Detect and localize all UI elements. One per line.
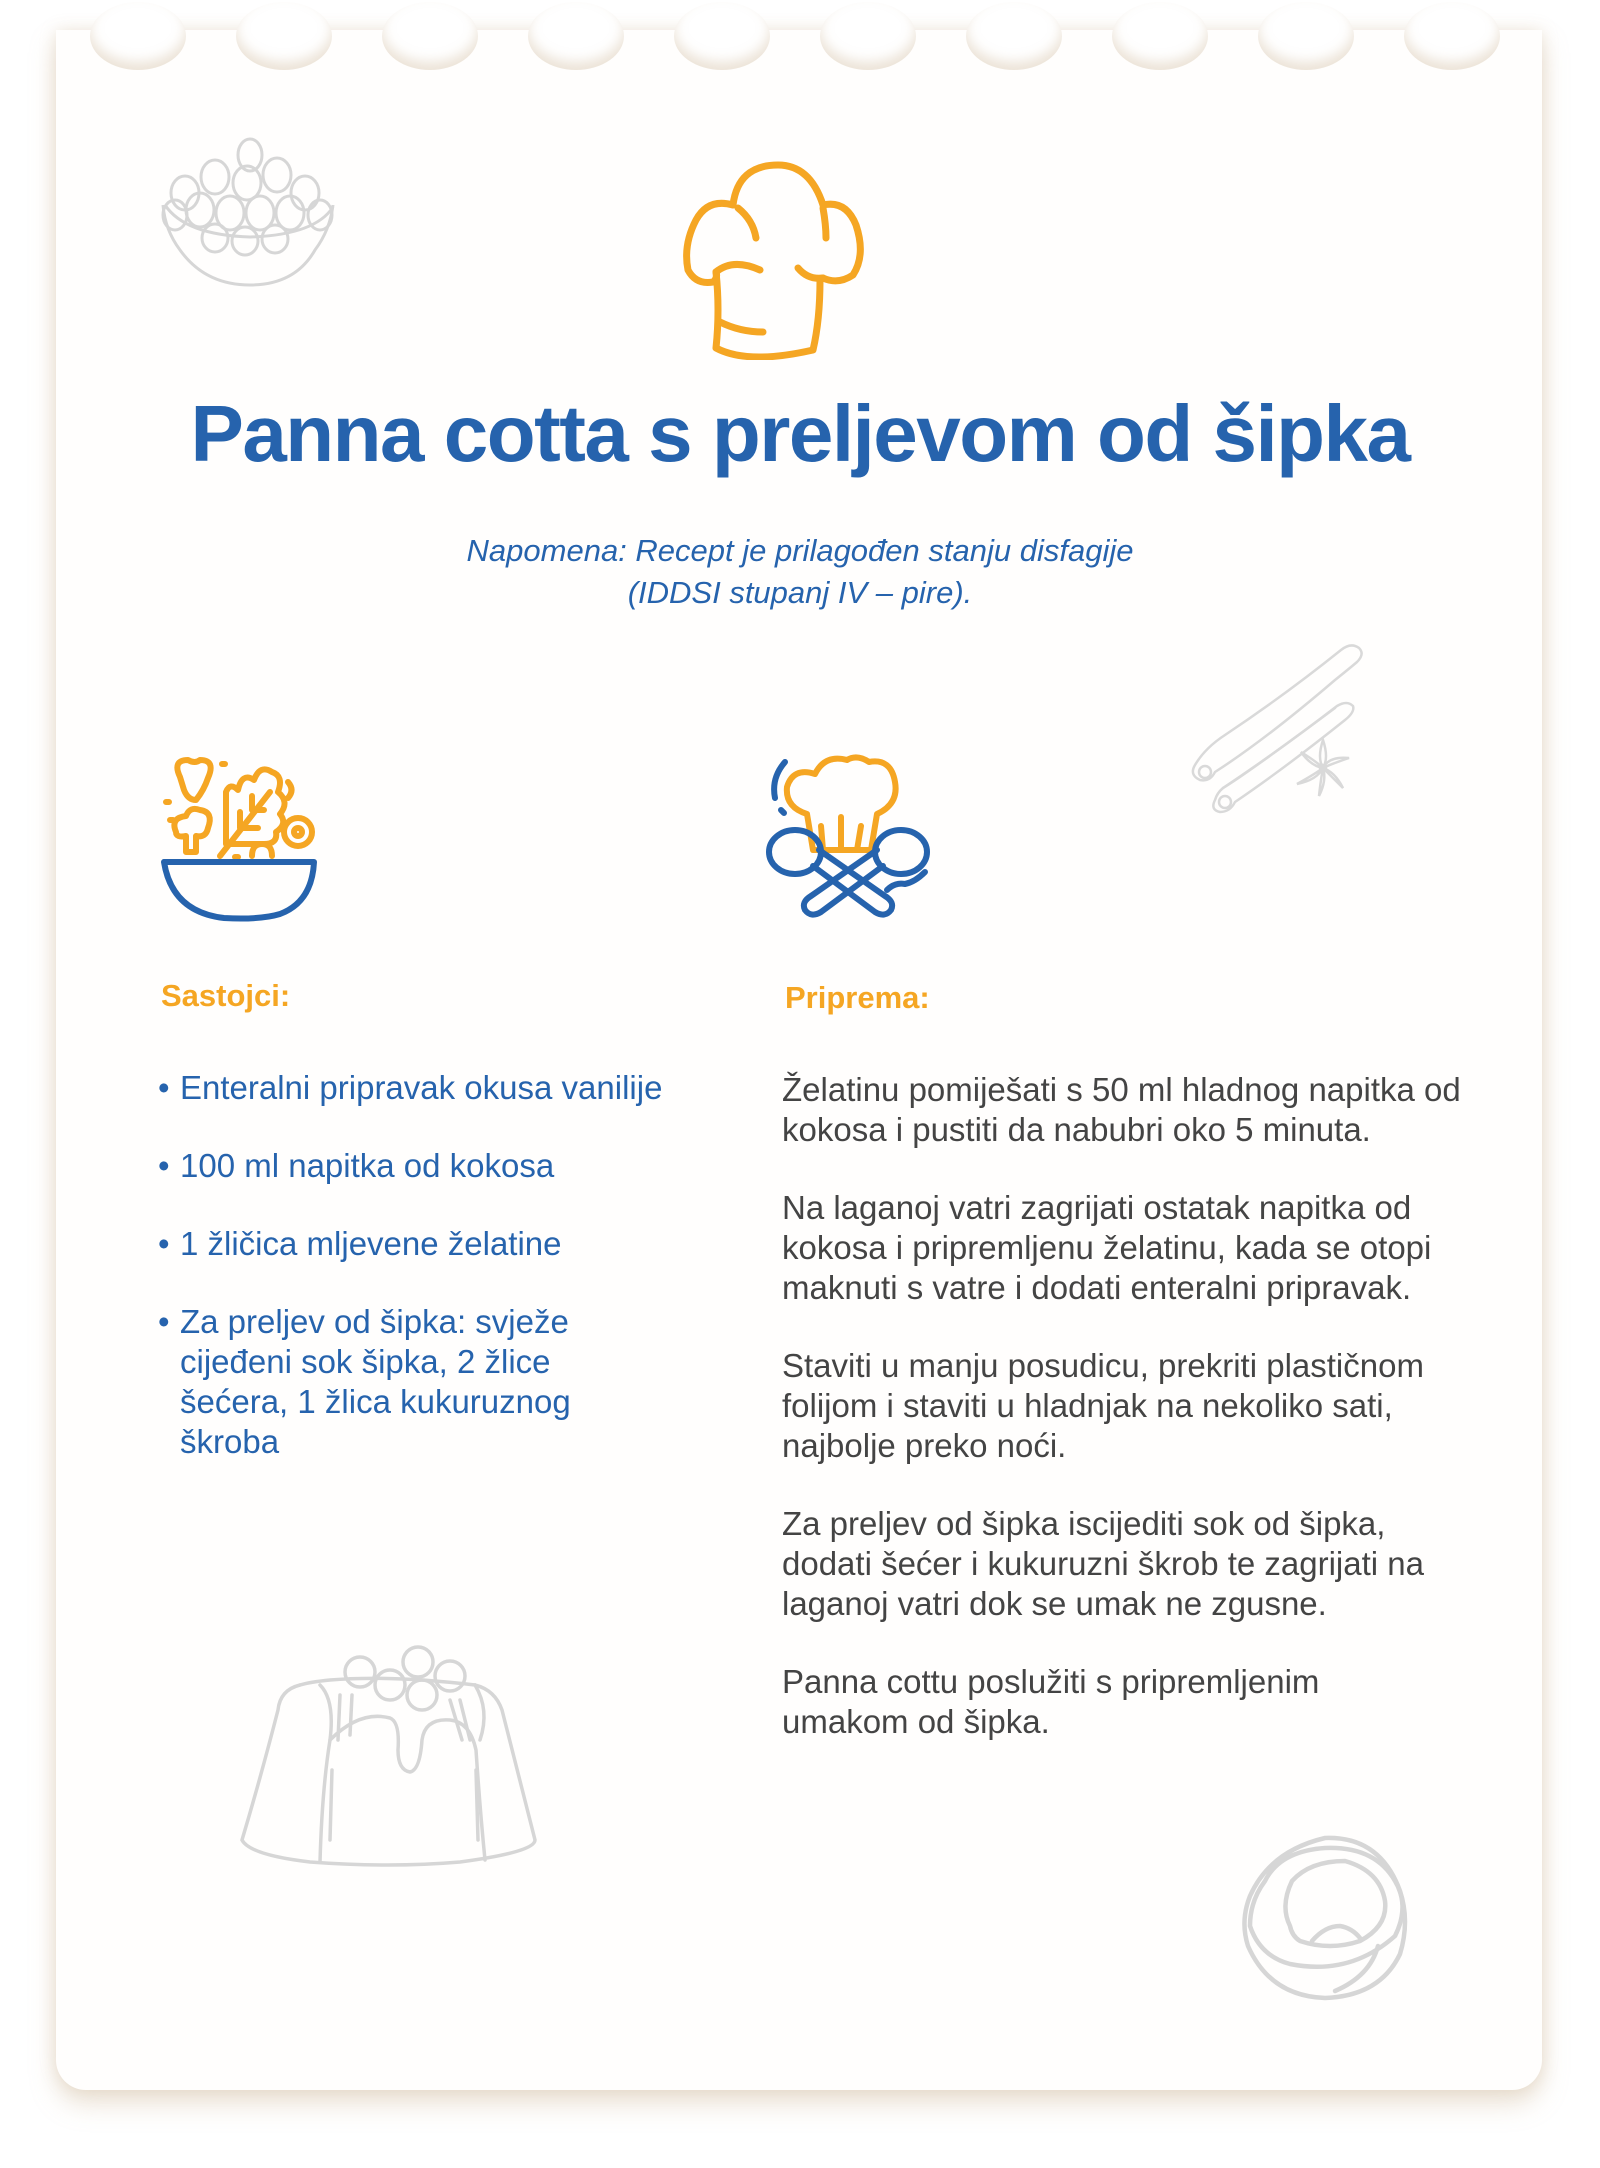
bullet: • bbox=[158, 1069, 170, 1106]
preparation-steps bbox=[782, 1070, 1522, 1780]
preparation-step: Na laganoj vatri zagrijati ostatak napitka od kokosa i pripremljenu želatinu, kada se otopi maknuti s vatre i dodati enteralni pripravak. bbox=[782, 1189, 1432, 1306]
ingredient-item bbox=[158, 1146, 718, 1186]
bullet: • bbox=[158, 1225, 170, 1262]
ingredients-list bbox=[158, 1068, 718, 1500]
note-line-2: (IDDSI stupanj IV – pire). bbox=[627, 575, 973, 610]
scallop bbox=[674, 2, 770, 70]
note-line-1: Napomena: Recept je prilagođen stanju disfagije bbox=[466, 533, 1134, 568]
preparation-step: Panna cottu poslužiti s pripremljenim umakom od šipka. bbox=[782, 1663, 1320, 1740]
chef-hat-spoons-icon bbox=[765, 752, 935, 922]
ingredient-text: 1 žličica mljevene želatine bbox=[180, 1225, 562, 1262]
ingredient-text: Za preljev od šipka: svježe cijeđeni sok šipka, 2 žlice šećera, 1 žlica kukuruznog škroba bbox=[180, 1303, 571, 1460]
ingredient-text: 100 ml napitka od kokosa bbox=[180, 1147, 555, 1184]
preparation-step: Za preljev od šipka iscijediti sok od šipka, dodati šećer i kukuruzni škrob te zagrijati na laganoj vatri dok se umak ne zgusne. bbox=[782, 1505, 1424, 1622]
scallop bbox=[528, 2, 624, 70]
panna-cotta-icon bbox=[240, 1640, 540, 1880]
scallop bbox=[1258, 2, 1354, 70]
scallop bbox=[966, 2, 1062, 70]
preparation-step: Želatinu pomiješati s 50 ml hladnog napitka od kokosa i pustiti da nabubri oko 5 minuta. bbox=[782, 1071, 1461, 1148]
scallop bbox=[236, 2, 332, 70]
ingredient-item bbox=[158, 1224, 718, 1264]
cinnamon-anise-icon bbox=[1185, 640, 1385, 815]
berry-bowl-icon bbox=[155, 135, 340, 295]
scallop bbox=[382, 2, 478, 70]
scallop bbox=[90, 2, 186, 70]
ingredient-item bbox=[158, 1302, 598, 1462]
scallop bbox=[1112, 2, 1208, 70]
ingredients-heading: Sastojci: bbox=[161, 978, 291, 1013]
bullet: • bbox=[158, 1147, 170, 1184]
dysphagia-note bbox=[0, 530, 1600, 614]
salad-bowl-icon bbox=[160, 752, 325, 922]
scallop bbox=[820, 2, 916, 70]
preparation-step: Staviti u manju posudicu, prekriti plastičnom folijom i staviti u hladnjak na nekoliko sati, najbolje preko noći. bbox=[782, 1347, 1424, 1464]
chef-hat-icon bbox=[678, 160, 870, 360]
scalloped-edge bbox=[56, 30, 1542, 70]
page-title: Panna cotta s preljevom od šipka bbox=[190, 389, 1410, 478]
preparation-heading: Priprema: bbox=[785, 980, 930, 1015]
ingredient-text: Enteralni pripravak okusa vanilije bbox=[180, 1069, 663, 1106]
bullet: • bbox=[158, 1303, 170, 1340]
scallop bbox=[1404, 2, 1500, 70]
ingredient-item bbox=[158, 1068, 718, 1108]
coconut-icon bbox=[1230, 1826, 1410, 2006]
